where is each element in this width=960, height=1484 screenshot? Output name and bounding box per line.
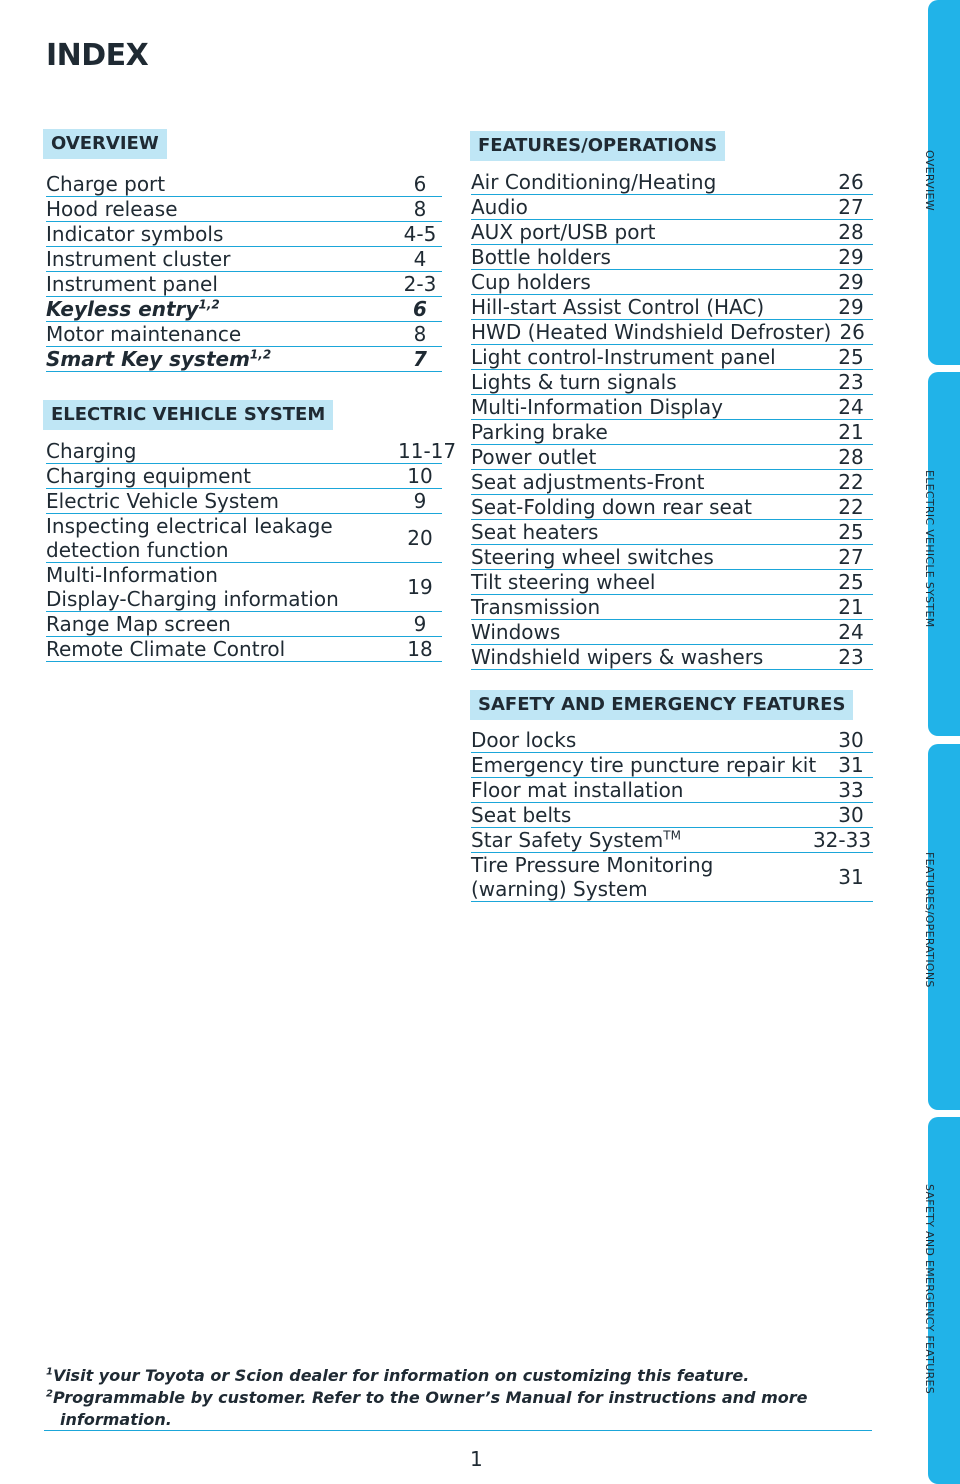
item-page: 30 (838, 803, 864, 827)
item-term: Transmission (471, 595, 601, 619)
list-item[interactable] (471, 420, 873, 445)
item-term: Range Map screen (46, 612, 231, 636)
list-item[interactable] (46, 563, 442, 612)
item-term: Windows (471, 620, 561, 644)
item-term: HWD (Heated Windshield Defroster) (471, 320, 832, 344)
ev-list (46, 439, 457, 662)
item-term: Charging equipment (46, 464, 251, 488)
list-item[interactable] (46, 297, 442, 322)
item-term: Emergency tire puncture repair kit (471, 753, 817, 777)
features-list (471, 170, 873, 670)
item-term: Multi-Information Display (471, 395, 723, 419)
list-item[interactable] (471, 370, 873, 395)
item-page: 22 (838, 470, 864, 494)
item-term: Seat belts (471, 803, 572, 827)
list-item[interactable] (471, 570, 873, 595)
item-term: Hood release (46, 197, 178, 221)
item-page: 2-3 (403, 272, 437, 296)
list-item[interactable] (471, 803, 873, 828)
list-item[interactable] (46, 514, 442, 563)
list-item[interactable] (46, 197, 442, 222)
footnote (46, 1387, 866, 1431)
footer-divider (44, 1430, 872, 1431)
item-term: Multi-Information Display-Charging information (46, 563, 339, 611)
list-item[interactable] (471, 320, 873, 345)
item-term: Seat heaters (471, 520, 599, 544)
item-page: 32-33 (812, 828, 872, 852)
overview-list (46, 172, 442, 372)
list-item[interactable] (471, 495, 873, 520)
list-item[interactable] (471, 620, 873, 645)
item-term: Floor mat installation (471, 778, 684, 802)
item-term: AUX port/USB port (471, 220, 656, 244)
list-item[interactable] (46, 272, 442, 297)
list-item[interactable] (471, 270, 873, 295)
list-item[interactable] (46, 347, 442, 372)
item-term: Bottle holders (471, 245, 611, 269)
item-term: Keyless entry (46, 297, 199, 321)
list-item[interactable] (471, 195, 873, 220)
item-term: Indicator symbols (46, 222, 224, 246)
item-page: 9 (413, 612, 427, 636)
item-term: Air Conditioning/Heating (471, 170, 717, 194)
item-term: Power outlet (471, 445, 597, 469)
item-term: Audio (471, 195, 528, 219)
item-page: 10 (407, 464, 433, 488)
item-page: 25 (838, 345, 864, 369)
list-item[interactable] (471, 445, 873, 470)
item-page: 21 (838, 595, 864, 619)
item-term: Cup holders (471, 270, 591, 294)
item-term: Tilt steering wheel (471, 570, 656, 594)
side-label-features-operations: FEATURES/OPERATIONS (923, 852, 936, 988)
item-term: Hill-start Assist Control (HAC) (471, 295, 765, 319)
item-term: Charging (46, 439, 137, 463)
item-page: 28 (838, 445, 864, 469)
list-item[interactable] (46, 464, 442, 489)
footnote-ref: 1,2 (198, 297, 220, 312)
page-number: 1 (470, 1447, 483, 1471)
footnote-text: Visit your Toyota or Scion dealer for information on customizing this feature. (52, 1366, 750, 1385)
list-item[interactable] (46, 439, 457, 464)
safety-list (471, 728, 873, 902)
page-title: INDEX (46, 38, 149, 73)
item-page: 23 (838, 370, 864, 394)
footnote-ref: 1,2 (249, 347, 272, 362)
list-item[interactable] (471, 220, 873, 245)
list-item[interactable] (46, 322, 442, 347)
item-term: Instrument panel (46, 272, 218, 296)
list-item[interactable] (471, 520, 873, 545)
item-page: 19 (407, 575, 433, 599)
item-term: Seat-Folding down rear seat (471, 495, 752, 519)
item-page: 8 (413, 322, 427, 346)
item-term: Light control-Instrument panel (471, 345, 776, 369)
list-item[interactable] (46, 172, 442, 197)
section-header-safety: SAFETY AND EMERGENCY FEATURES (470, 690, 853, 720)
list-item[interactable] (471, 828, 873, 853)
list-item[interactable] (471, 395, 873, 420)
item-page: 7 (413, 347, 427, 371)
footnote-mark: 1 (46, 1366, 53, 1378)
list-item[interactable] (46, 222, 442, 247)
list-item[interactable] (471, 545, 873, 570)
item-term: Inspecting electrical leakage detection function (46, 514, 333, 562)
item-page: 21 (838, 420, 864, 444)
list-item[interactable] (471, 595, 873, 620)
list-item[interactable] (46, 489, 442, 514)
item-page: 33 (838, 778, 864, 802)
item-page: 30 (838, 728, 864, 752)
item-term: Remote Climate Control (46, 637, 286, 661)
item-term: Electric Vehicle System (46, 489, 279, 513)
list-item[interactable] (471, 853, 873, 902)
item-page: 9 (413, 489, 427, 513)
list-item[interactable] (471, 170, 873, 195)
item-term: Star Safety System (471, 828, 664, 852)
item-page: 11-17 (398, 439, 457, 463)
item-term: Smart Key system (46, 347, 250, 371)
list-item[interactable] (46, 637, 442, 662)
item-page: 31 (838, 753, 864, 777)
side-label-electric-vehicle-system: ELECTRIC VEHICLE SYSTEM (923, 470, 936, 628)
list-item[interactable] (471, 345, 873, 370)
item-page: 6 (413, 297, 427, 321)
section-header-overview: OVERVIEW (43, 129, 167, 159)
item-term: Door locks (471, 728, 577, 752)
footnote-text: Programmable by customer. Refer to the Owner’s Manual for instructions and more information. (52, 1388, 808, 1429)
footnote-mark: 2 (46, 1388, 53, 1400)
item-page: 18 (407, 637, 433, 661)
item-term: Steering wheel switches (471, 545, 714, 569)
item-page: 28 (838, 220, 864, 244)
item-page: 8 (413, 197, 427, 221)
list-item[interactable] (46, 247, 442, 272)
list-item[interactable] (471, 245, 873, 270)
item-page: 26 (838, 170, 864, 194)
list-item[interactable] (471, 778, 873, 803)
item-page: 29 (838, 245, 864, 269)
trademark-mark: TM (663, 828, 681, 843)
list-item[interactable] (46, 612, 442, 637)
item-term: Charge port (46, 172, 166, 196)
item-page: 4-5 (403, 222, 437, 246)
item-page: 23 (838, 645, 864, 669)
item-page: 24 (838, 620, 864, 644)
item-page: 25 (838, 570, 864, 594)
list-item[interactable] (471, 728, 873, 753)
item-page: 29 (838, 295, 864, 319)
side-label-overview: OVERVIEW (923, 150, 936, 211)
item-page: 22 (838, 495, 864, 519)
list-item[interactable] (471, 645, 873, 670)
list-item[interactable] (471, 753, 873, 778)
item-page: 25 (838, 520, 864, 544)
list-item[interactable] (471, 470, 873, 495)
item-page: 27 (838, 195, 864, 219)
item-page: 26 (839, 320, 865, 344)
item-term: Tire Pressure Monitoring (warning) System (471, 853, 714, 901)
item-term: Windshield wipers & washers (471, 645, 764, 669)
item-page: 31 (838, 865, 864, 889)
item-page: 4 (413, 247, 427, 271)
side-label-safety-emergency: SAFETY AND EMERGENCY FEATURES (923, 1184, 936, 1395)
section-header-ev: ELECTRIC VEHICLE SYSTEM (43, 400, 333, 430)
item-page: 6 (413, 172, 427, 196)
item-term: Instrument cluster (46, 247, 231, 271)
section-header-features: FEATURES/OPERATIONS (470, 131, 725, 161)
item-term: Parking brake (471, 420, 608, 444)
item-term: Seat adjustments-Front (471, 470, 705, 494)
item-page: 29 (838, 270, 864, 294)
footnote (46, 1365, 866, 1387)
footnotes (46, 1365, 866, 1431)
item-page: 27 (838, 545, 864, 569)
item-term: Motor maintenance (46, 322, 242, 346)
item-page: 24 (838, 395, 864, 419)
item-term: Lights & turn signals (471, 370, 677, 394)
list-item[interactable] (471, 295, 873, 320)
item-page: 20 (407, 526, 433, 550)
